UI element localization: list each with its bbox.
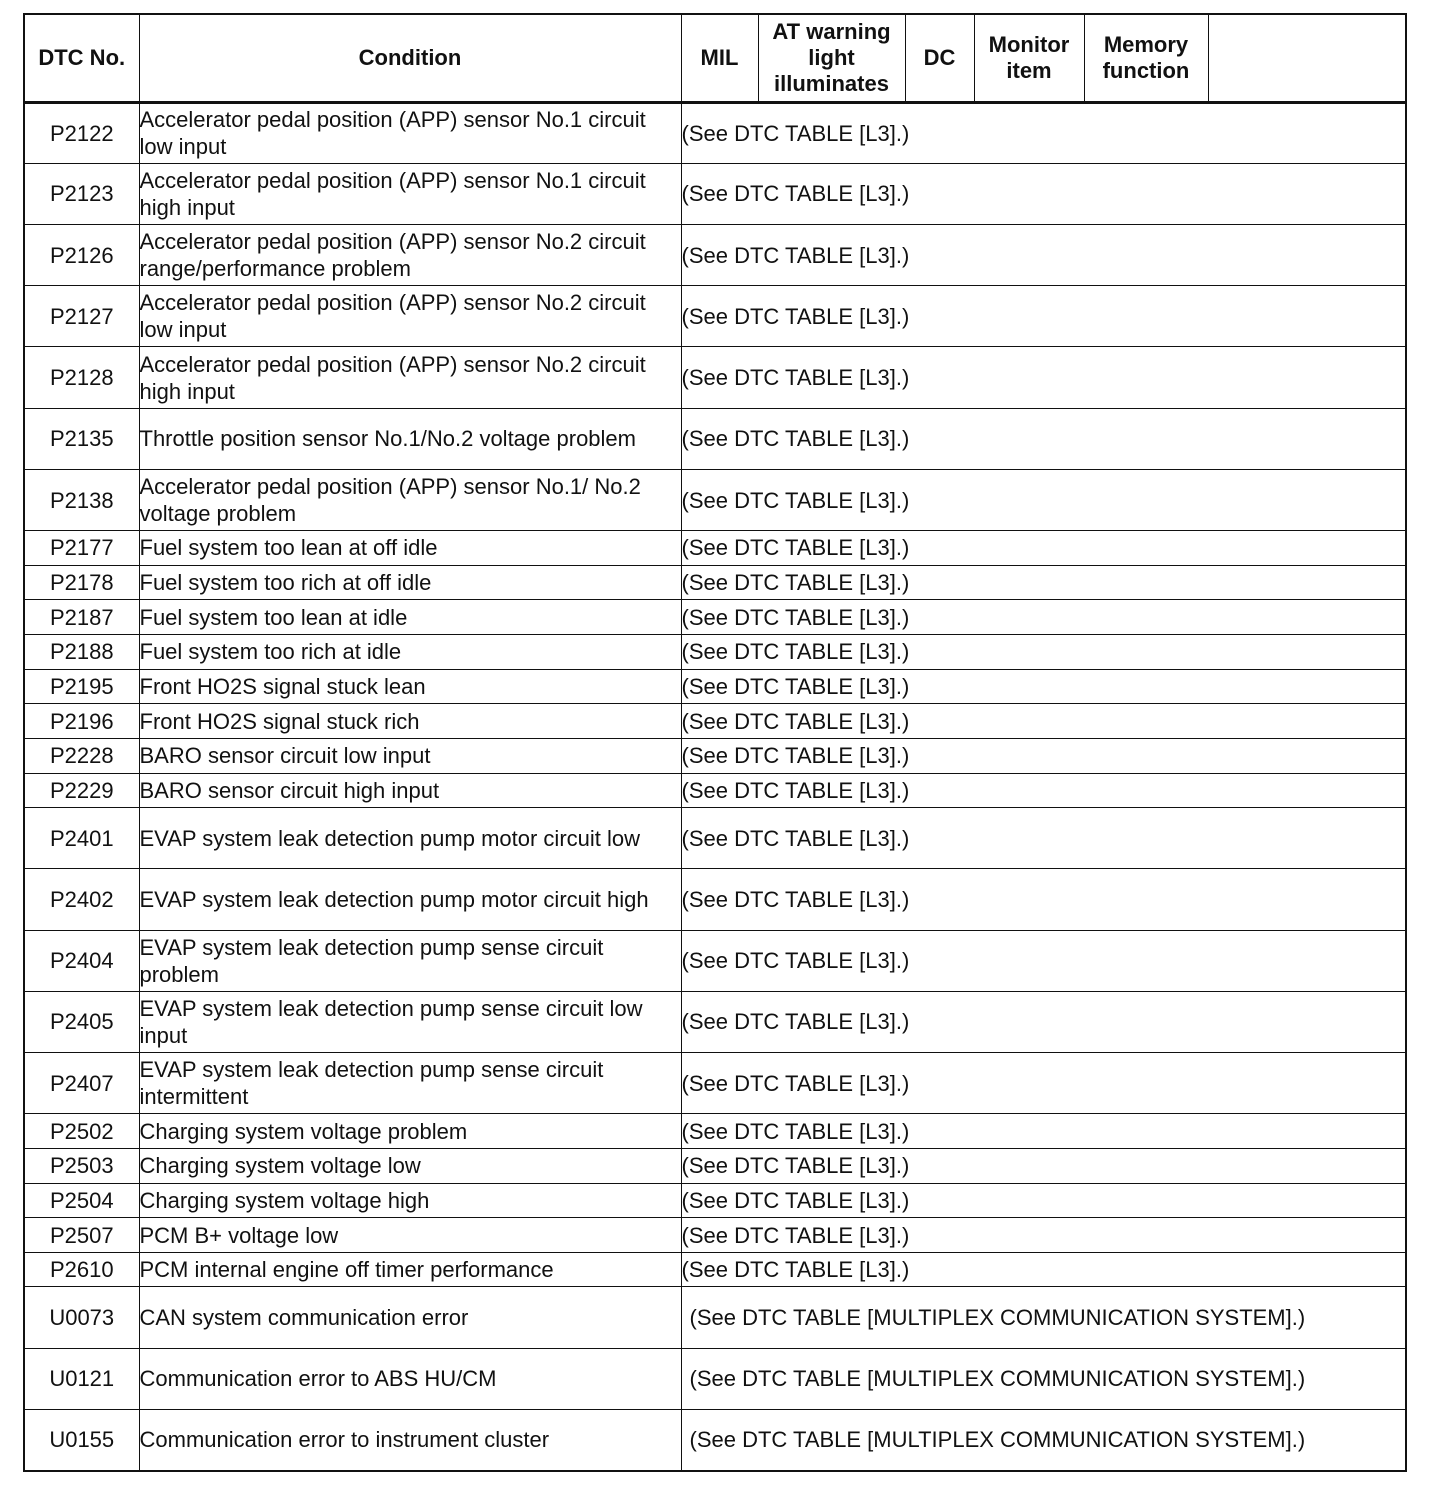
dtc-code: P2122 [24, 102, 139, 163]
dtc-code: P2404 [24, 930, 139, 991]
dtc-condition: Fuel system too lean at idle [139, 600, 681, 635]
table-row [24, 1348, 1406, 1409]
dtc-code: P2402 [24, 869, 139, 930]
dtc-table-reference: (See DTC TABLE [L3].) [681, 1183, 1406, 1218]
dtc-code: U0073 [24, 1287, 139, 1348]
table-row [24, 704, 1406, 739]
dtc-code: P2610 [24, 1252, 139, 1287]
dtc-condition: Fuel system too rich at idle [139, 635, 681, 670]
dtc-condition: BARO sensor circuit low input [139, 738, 681, 773]
table-row [24, 1183, 1406, 1218]
dtc-table-reference: (See DTC TABLE [L3].) [681, 531, 1406, 566]
dtc-table-reference: (See DTC TABLE [L3].) [681, 408, 1406, 469]
table-row [24, 1148, 1406, 1183]
dtc-code: P2196 [24, 704, 139, 739]
dtc-code: P2507 [24, 1218, 139, 1253]
header-at-warning: AT warning light illuminates [758, 14, 905, 102]
dtc-code: P2126 [24, 224, 139, 285]
dtc-condition: Accelerator pedal position (APP) sensor No.1 circuit high input [139, 163, 681, 224]
table-row [24, 869, 1406, 930]
dtc-table-reference: (See DTC TABLE [L3].) [681, 1114, 1406, 1149]
dtc-condition: Throttle position sensor No.1/No.2 voltage problem [139, 408, 681, 469]
table-row [24, 286, 1406, 347]
dtc-code: P2504 [24, 1183, 139, 1218]
dtc-code: P2502 [24, 1114, 139, 1149]
dtc-condition: BARO sensor circuit high input [139, 773, 681, 808]
table-row [24, 1053, 1406, 1114]
dtc-code: P2177 [24, 531, 139, 566]
dtc-table-reference: (See DTC TABLE [L3].) [681, 469, 1406, 530]
dtc-code: P2188 [24, 635, 139, 670]
dtc-table-reference: (See DTC TABLE [L3].) [681, 635, 1406, 670]
dtc-code: U0121 [24, 1348, 139, 1409]
table-row [24, 347, 1406, 408]
dtc-table-reference: (See DTC TABLE [L3].) [681, 347, 1406, 408]
table-row [24, 1218, 1406, 1253]
table-row [24, 808, 1406, 869]
table-row [24, 469, 1406, 530]
dtc-condition: EVAP system leak detection pump motor circuit low [139, 808, 681, 869]
dtc-table-reference: (See DTC TABLE [MULTIPLEX COMMUNICATION SYSTEM].) [681, 1287, 1406, 1348]
dtc-condition: EVAP system leak detection pump motor circuit high [139, 869, 681, 930]
dtc-table-reference: (See DTC TABLE [MULTIPLEX COMMUNICATION SYSTEM].) [681, 1409, 1406, 1471]
dtc-condition: PCM B+ voltage low [139, 1218, 681, 1253]
dtc-condition: Fuel system too rich at off idle [139, 565, 681, 600]
table-row [24, 635, 1406, 670]
dtc-code: P2229 [24, 773, 139, 808]
dtc-table-reference: (See DTC TABLE [L3].) [681, 930, 1406, 991]
dtc-table-reference: (See DTC TABLE [L3].) [681, 1218, 1406, 1253]
dtc-code: U0155 [24, 1409, 139, 1471]
header-dtc-no: DTC No. [24, 14, 139, 102]
dtc-code: P2407 [24, 1053, 139, 1114]
table-row [24, 669, 1406, 704]
dtc-table-reference: (See DTC TABLE [L3].) [681, 286, 1406, 347]
dtc-table-reference: (See DTC TABLE [L3].) [681, 991, 1406, 1052]
dtc-condition: Charging system voltage problem [139, 1114, 681, 1149]
dtc-table-reference: (See DTC TABLE [L3].) [681, 738, 1406, 773]
dtc-table-reference: (See DTC TABLE [L3].) [681, 102, 1406, 163]
dtc-condition: Communication error to instrument cluster [139, 1409, 681, 1471]
dtc-code: P2405 [24, 991, 139, 1052]
dtc-condition: Accelerator pedal position (APP) sensor No.1 circuit low input [139, 102, 681, 163]
dtc-code: P2401 [24, 808, 139, 869]
table-row [24, 1287, 1406, 1348]
dtc-code: P2195 [24, 669, 139, 704]
dtc-table-reference: (See DTC TABLE [L3].) [681, 773, 1406, 808]
dtc-condition: EVAP system leak detection pump sense circuit intermittent [139, 1053, 681, 1114]
dtc-code: P2128 [24, 347, 139, 408]
table-row [24, 1409, 1406, 1471]
dtc-condition: Accelerator pedal position (APP) sensor No.2 circuit range/performance problem [139, 224, 681, 285]
dtc-code: P2228 [24, 738, 139, 773]
dtc-table-reference: (See DTC TABLE [L3].) [681, 1148, 1406, 1183]
dtc-code: P2135 [24, 408, 139, 469]
dtc-table [23, 13, 1407, 1472]
dtc-condition: Communication error to ABS HU/CM [139, 1348, 681, 1409]
dtc-code: P2127 [24, 286, 139, 347]
dtc-condition: Accelerator pedal position (APP) sensor No.2 circuit high input [139, 347, 681, 408]
dtc-table-reference: (See DTC TABLE [L3].) [681, 1053, 1406, 1114]
dtc-code: P2187 [24, 600, 139, 635]
header-blank [1208, 14, 1406, 102]
dtc-table-reference: (See DTC TABLE [MULTIPLEX COMMUNICATION SYSTEM].) [681, 1348, 1406, 1409]
table-row [24, 531, 1406, 566]
dtc-table-reference: (See DTC TABLE [L3].) [681, 600, 1406, 635]
dtc-code: P2123 [24, 163, 139, 224]
table-row [24, 600, 1406, 635]
dtc-table-reference: (See DTC TABLE [L3].) [681, 224, 1406, 285]
dtc-condition: Charging system voltage high [139, 1183, 681, 1218]
table-row [24, 408, 1406, 469]
header-memory-function: Memory function [1084, 14, 1208, 102]
dtc-table-reference: (See DTC TABLE [L3].) [681, 869, 1406, 930]
table-row [24, 930, 1406, 991]
table-row [24, 1252, 1406, 1287]
table-row [24, 565, 1406, 600]
dtc-condition: Front HO2S signal stuck rich [139, 704, 681, 739]
table-row [24, 991, 1406, 1052]
dtc-condition: EVAP system leak detection pump sense circuit problem [139, 930, 681, 991]
dtc-table-reference: (See DTC TABLE [L3].) [681, 808, 1406, 869]
dtc-condition: EVAP system leak detection pump sense circuit low input [139, 991, 681, 1052]
table-row [24, 773, 1406, 808]
table-body [24, 102, 1406, 1471]
dtc-condition: Accelerator pedal position (APP) sensor No.1/ No.2 voltage problem [139, 469, 681, 530]
table-row [24, 738, 1406, 773]
dtc-table-reference: (See DTC TABLE [L3].) [681, 704, 1406, 739]
dtc-condition: Fuel system too lean at off idle [139, 531, 681, 566]
dtc-condition: CAN system communication error [139, 1287, 681, 1348]
dtc-code: P2503 [24, 1148, 139, 1183]
header-dc: DC [905, 14, 974, 102]
header-condition: Condition [139, 14, 681, 102]
dtc-table-reference: (See DTC TABLE [L3].) [681, 163, 1406, 224]
dtc-code: P2138 [24, 469, 139, 530]
dtc-condition: Accelerator pedal position (APP) sensor No.2 circuit low input [139, 286, 681, 347]
table-row [24, 224, 1406, 285]
table-row [24, 1114, 1406, 1149]
dtc-condition: PCM internal engine off timer performance [139, 1252, 681, 1287]
table-row [24, 102, 1406, 163]
dtc-code: P2178 [24, 565, 139, 600]
dtc-table-reference: (See DTC TABLE [L3].) [681, 1252, 1406, 1287]
header-mil: MIL [681, 14, 758, 102]
table-row [24, 163, 1406, 224]
dtc-table-reference: (See DTC TABLE [L3].) [681, 565, 1406, 600]
dtc-condition: Charging system voltage low [139, 1148, 681, 1183]
dtc-condition: Front HO2S signal stuck lean [139, 669, 681, 704]
header-monitor-item: Monitor item [974, 14, 1084, 102]
dtc-table-reference: (See DTC TABLE [L3].) [681, 669, 1406, 704]
header-row [24, 14, 1406, 102]
